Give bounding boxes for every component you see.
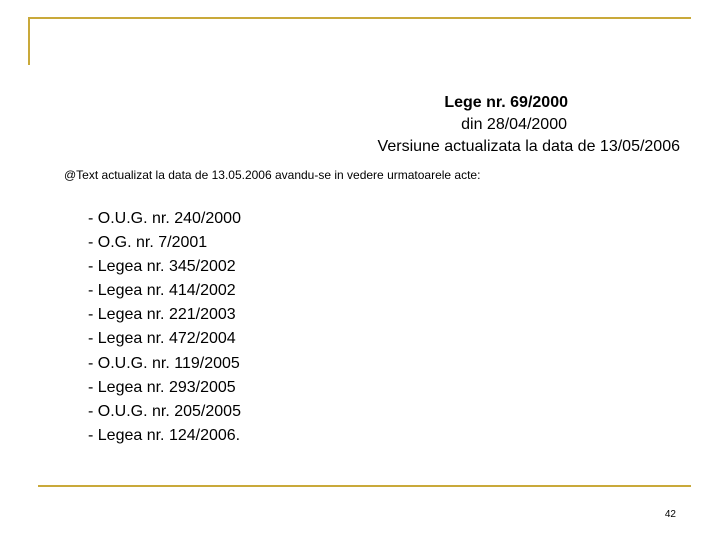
list-item: - Legea nr. 472/2004 bbox=[88, 330, 236, 348]
law-title: Lege nr. 69/2000 bbox=[444, 94, 568, 111]
update-note: @Text actualizat la data de 13.05.2006 avandu-se in vedere urmatoarele acte: bbox=[64, 168, 481, 182]
frame-top-line bbox=[28, 17, 691, 19]
list-item: - O.U.G. nr. 119/2005 bbox=[88, 354, 240, 372]
amending-acts-list bbox=[88, 207, 241, 448]
version-line: Versiune actualizata la data de 13/05/2006 bbox=[377, 138, 680, 155]
page-number: 42 bbox=[664, 509, 676, 520]
list-item: - O.U.G. nr. 205/2005 bbox=[88, 402, 241, 420]
frame-bottom-line bbox=[38, 485, 691, 487]
list-item: - Legea nr. 124/2006. bbox=[88, 426, 241, 444]
document-header bbox=[120, 92, 680, 158]
list-item: - O.G. nr. 7/2001 bbox=[88, 234, 208, 252]
list-item: - Legea nr. 345/2002 bbox=[88, 258, 236, 276]
list-item: - Legea nr. 414/2002 bbox=[88, 282, 236, 300]
law-date: din 28/04/2000 bbox=[461, 116, 567, 133]
list-item: - Legea nr. 221/2003 bbox=[88, 306, 236, 324]
frame-left-line bbox=[28, 17, 30, 65]
list-item: - O.U.G. nr. 240/2000 bbox=[88, 210, 241, 227]
list-item: - Legea nr. 293/2005 bbox=[88, 378, 236, 396]
